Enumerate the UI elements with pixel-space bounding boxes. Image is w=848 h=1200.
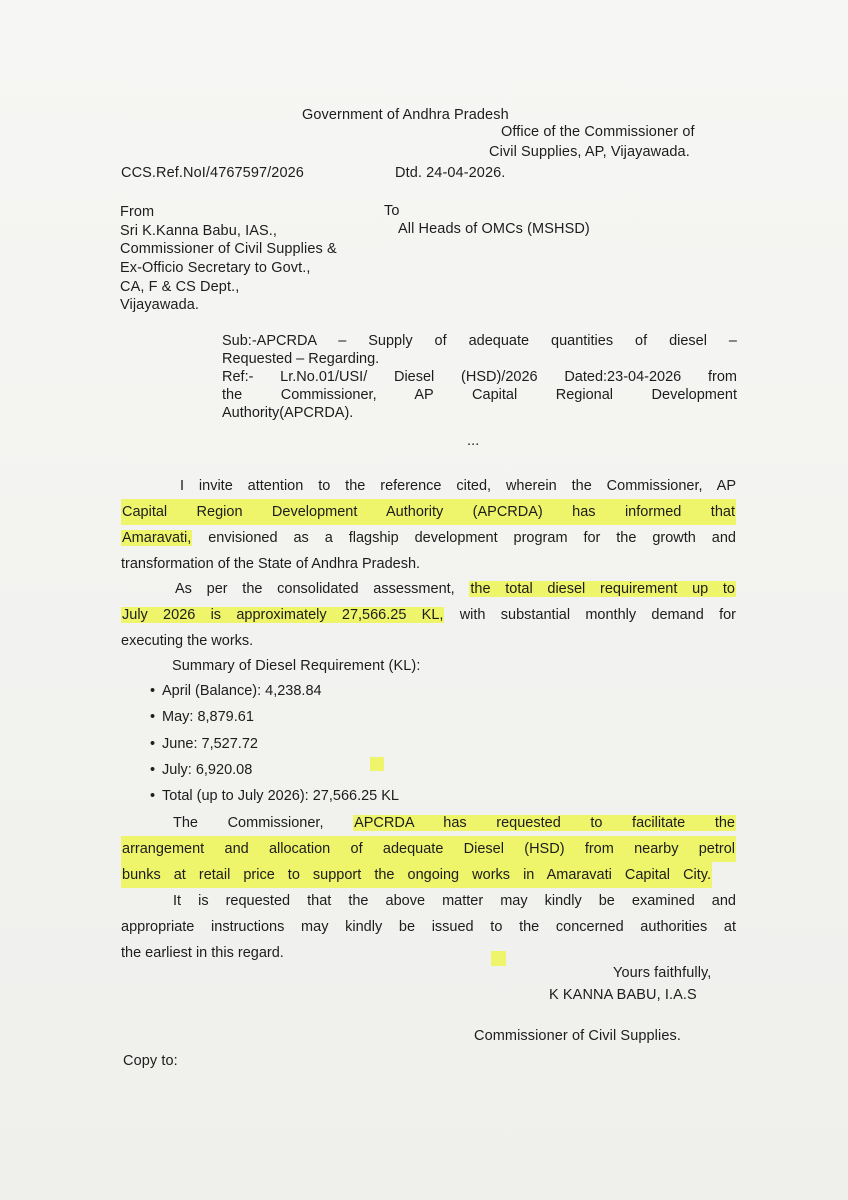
paragraph-1 xyxy=(121,473,736,577)
from-line: CA, F & CS Dept., xyxy=(120,279,240,295)
paragraph-line-highlighted: arrangement and allocation of adequate Diesel (HSD) from nearby petrol xyxy=(121,836,736,862)
letter-date: Dtd. 24-04-2026. xyxy=(395,165,506,181)
paragraph-3 xyxy=(121,810,736,888)
summary-item: • April (Balance): 4,238.84 xyxy=(150,682,550,708)
paragraph-line-highlighted: bunks at retail price to support the ongoing works in Amaravati Capital City. xyxy=(121,862,712,888)
reference-line: Authority(APCRDA). xyxy=(222,405,354,421)
summary-title: Summary of Diesel Requirement (KL): xyxy=(172,658,421,674)
government-heading: Government of Andhra Pradesh xyxy=(302,107,509,123)
paragraph-line: the earliest in this regard. xyxy=(121,945,284,961)
reference-line: the Commissioner, AP Capital Regional Development xyxy=(222,387,737,403)
subject-line: Requested – Regarding. xyxy=(222,351,380,367)
highlighted-text: Amaravati, xyxy=(122,530,192,546)
paragraph-line: transformation of the State of Andhra Pradesh. xyxy=(121,556,421,572)
subject-block xyxy=(222,332,737,422)
highlighted-text: July 2026 is approximately 27,566.25 KL, xyxy=(122,607,444,623)
highlighted-text: APCRDA has requested to facilitate the xyxy=(354,815,735,831)
closing-salutation: Yours faithfully, xyxy=(613,965,712,981)
paragraph-text: The Commissioner, xyxy=(173,815,354,831)
paragraph-line: appropriate instructions may kindly be issued to the concerned authorities at xyxy=(121,919,736,935)
summary-item: • June: 7,527.72 xyxy=(150,735,550,761)
from-line: Vijayawada. xyxy=(120,297,200,313)
signatory-designation: Commissioner of Civil Supplies. xyxy=(474,1028,681,1044)
from-line: Commissioner of Civil Supplies & xyxy=(120,241,337,257)
paragraph-text: As per the consolidated assessment, xyxy=(175,581,470,597)
paragraph-line: executing the works. xyxy=(121,633,254,649)
office-line-2: Civil Supplies, AP, Vijayawada. xyxy=(489,144,690,160)
summary-item: • May: 8,879.61 xyxy=(150,708,550,734)
highlight-mark xyxy=(370,757,384,771)
to-recipient: All Heads of OMCs (MSHSD) xyxy=(398,221,590,237)
paragraph-line: It is requested that the above matter may kindly be examined and xyxy=(173,893,736,909)
subject-line: Sub:-APCRDA – Supply of adequate quantities of diesel – xyxy=(222,333,737,349)
separator: ... xyxy=(467,433,480,449)
highlight-mark xyxy=(491,951,506,966)
paragraph-line xyxy=(121,525,736,551)
from-line: Sri K.Kanna Babu, IAS., xyxy=(120,223,278,239)
to-label: To xyxy=(384,203,400,219)
signatory-name: K KANNA BABU, I.A.S xyxy=(549,987,697,1003)
paragraph-4 xyxy=(121,888,736,966)
paragraph-2 xyxy=(121,576,736,654)
summary-list xyxy=(150,682,550,813)
reference-number: CCS.Ref.NoI/4767597/2026 xyxy=(121,165,304,181)
from-label: From xyxy=(120,204,155,220)
paragraph-line xyxy=(121,576,736,602)
copy-to: Copy to: xyxy=(123,1053,178,1069)
from-line: Ex-Officio Secretary to Govt., xyxy=(120,260,311,276)
office-line-1: Office of the Commissioner of xyxy=(501,124,695,140)
paragraph-line xyxy=(121,602,736,628)
reference-line: Ref:- Lr.No.01/USI/ Diesel (HSD)/2026 Dated:23-04-2026 from xyxy=(222,369,737,385)
summary-item: • Total (up to July 2026): 27,566.25 KL xyxy=(150,787,550,813)
highlighted-text: the total diesel requirement up to xyxy=(470,581,735,597)
summary-item: • July: 6,920.08 xyxy=(150,761,550,787)
paragraph-text: envisioned as a flagship development program for the growth and xyxy=(192,530,736,546)
paragraph-text: with substantial monthly demand for xyxy=(444,607,736,623)
paragraph-line: I invite attention to the reference cited, wherein the Commissioner, AP xyxy=(180,478,736,494)
paragraph-line-highlighted: Capital Region Development Authority (APCRDA) has informed that xyxy=(121,499,736,525)
paragraph-line xyxy=(121,810,736,836)
